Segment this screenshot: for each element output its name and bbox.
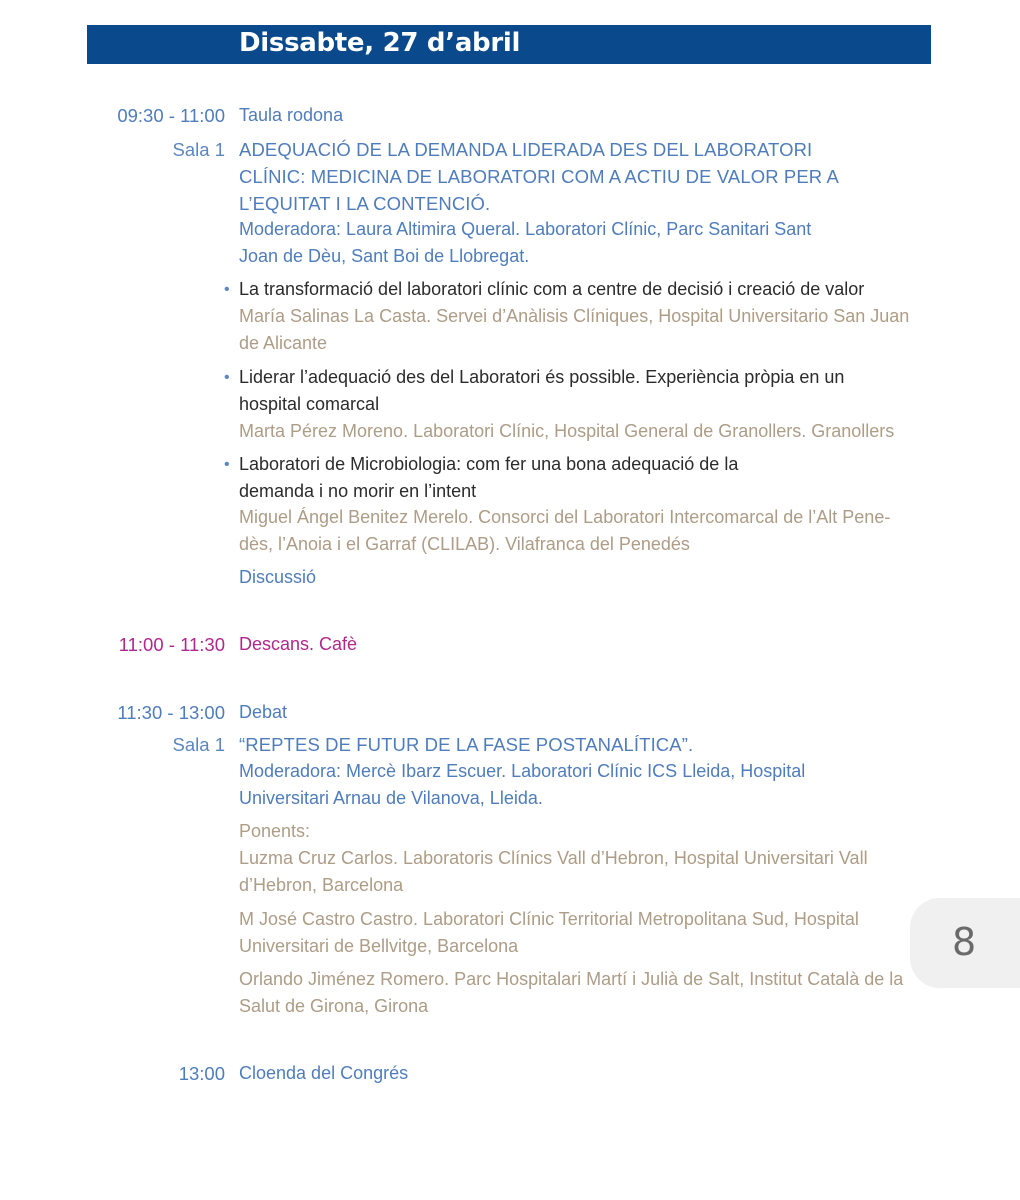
session1-time: 09:30 - 11:00 bbox=[117, 105, 225, 126]
bullet-icon: • bbox=[224, 281, 230, 298]
page-number-tab[interactable] bbox=[910, 898, 1020, 988]
session1-type: Taula rodona bbox=[239, 105, 344, 125]
closing-label: Cloenda del Congrés bbox=[239, 1063, 409, 1083]
session1-title-line-3: L’EQUITAT I LA CONTENCIÓ. bbox=[239, 193, 491, 214]
session2-room: Sala 1 bbox=[172, 734, 225, 755]
speaker2-line-2: Universitari de Bellvitge, Barcelona bbox=[239, 936, 519, 956]
closing-time: 13:00 bbox=[178, 1063, 225, 1084]
session2-moderator-line-1: Moderadora: Mercè Ibarz Escuer. Laboratori Clínic ICS Lleida, Hospital bbox=[239, 761, 806, 781]
page-number: 8 bbox=[952, 920, 977, 964]
session1-room: Sala 1 bbox=[172, 139, 225, 160]
session2-title: “REPTES DE FUTUR DE LA FASE POSTANALÍTICA”. bbox=[239, 734, 694, 755]
session2-time: 11:30 - 13:00 bbox=[117, 702, 225, 723]
break-label: Descans. Cafè bbox=[239, 634, 358, 654]
bullet-icon: • bbox=[224, 456, 230, 473]
talk2-title-line-2: hospital comarcal bbox=[239, 394, 380, 414]
talk3-speaker-line-1: Miguel Ángel Benitez Merelo. Consorci del Laboratori Intercomarcal de l’Alt Pene- bbox=[239, 507, 891, 527]
speaker3-line-1: Orlando Jiménez Romero. Parc Hospitalari Martí i Julià de Salt, Institut Català de la bbox=[239, 969, 904, 989]
session2-type: Debat bbox=[239, 702, 288, 722]
talk2-title-line-1: Liderar l’adequació des del Laboratori és possible. Experiència pròpia en un bbox=[239, 367, 845, 387]
talk1-title: La transformació del laboratori clínic com a centre de decisió i creació de valor bbox=[239, 279, 865, 299]
talk3-title-line-1: Laboratori de Microbiologia: com fer una bona adequació de la bbox=[239, 454, 739, 474]
session1-title-line-2: CLÍNIC: MEDICINA DE LABORATORI COM A ACTIU DE VALOR PER A bbox=[239, 166, 839, 187]
session1-title-line-1: ADEQUACIÓ DE LA DEMANDA LIDERADA DES DEL LABORATORI bbox=[239, 139, 813, 160]
session1-moderator-line-2: Joan de Dèu, Sant Boi de Llobregat. bbox=[239, 246, 530, 266]
talk3-title-line-2: demanda i no morir en l’intent bbox=[239, 481, 477, 501]
speaker3-line-2: Salut de Girona, Girona bbox=[239, 996, 429, 1016]
speakers-label: Ponents: bbox=[239, 821, 311, 841]
talk3-speaker-line-2: dès, l’Anoia i el Garraf (CLILAB). Vilafranca del Penedés bbox=[239, 534, 690, 554]
session1-discussion: Discussió bbox=[239, 567, 317, 587]
day-header-bar bbox=[87, 25, 931, 64]
day-title: Dissabte, 27 d’abril bbox=[239, 28, 521, 58]
break-time: 11:00 - 11:30 bbox=[118, 634, 225, 655]
speaker1-line-2: d’Hebron, Barcelona bbox=[239, 875, 404, 895]
talk2-speaker: Marta Pérez Moreno. Laboratori Clínic, Hospital General de Granollers. Granollers bbox=[239, 421, 895, 441]
session2-moderator-line-2: Universitari Arnau de Vilanova, Lleida. bbox=[239, 788, 543, 808]
speaker1-line-1: Luzma Cruz Carlos. Laboratoris Clínics Vall d’Hebron, Hospital Universitari Vall bbox=[239, 848, 868, 868]
session1-moderator-line-1: Moderadora: Laura Altimira Queral. Laboratori Clínic, Parc Sanitari Sant bbox=[239, 219, 812, 239]
talk1-speaker-line-1: María Salinas La Casta. Servei d’Anàlisis Clíniques, Hospital Universitario San Juan bbox=[239, 306, 910, 326]
bullet-icon: • bbox=[224, 369, 230, 386]
speaker2-line-1: M José Castro Castro. Laboratori Clínic Territorial Metropolitana Sud, Hospital bbox=[239, 909, 859, 929]
talk1-speaker-line-2: de Alicante bbox=[239, 333, 328, 353]
